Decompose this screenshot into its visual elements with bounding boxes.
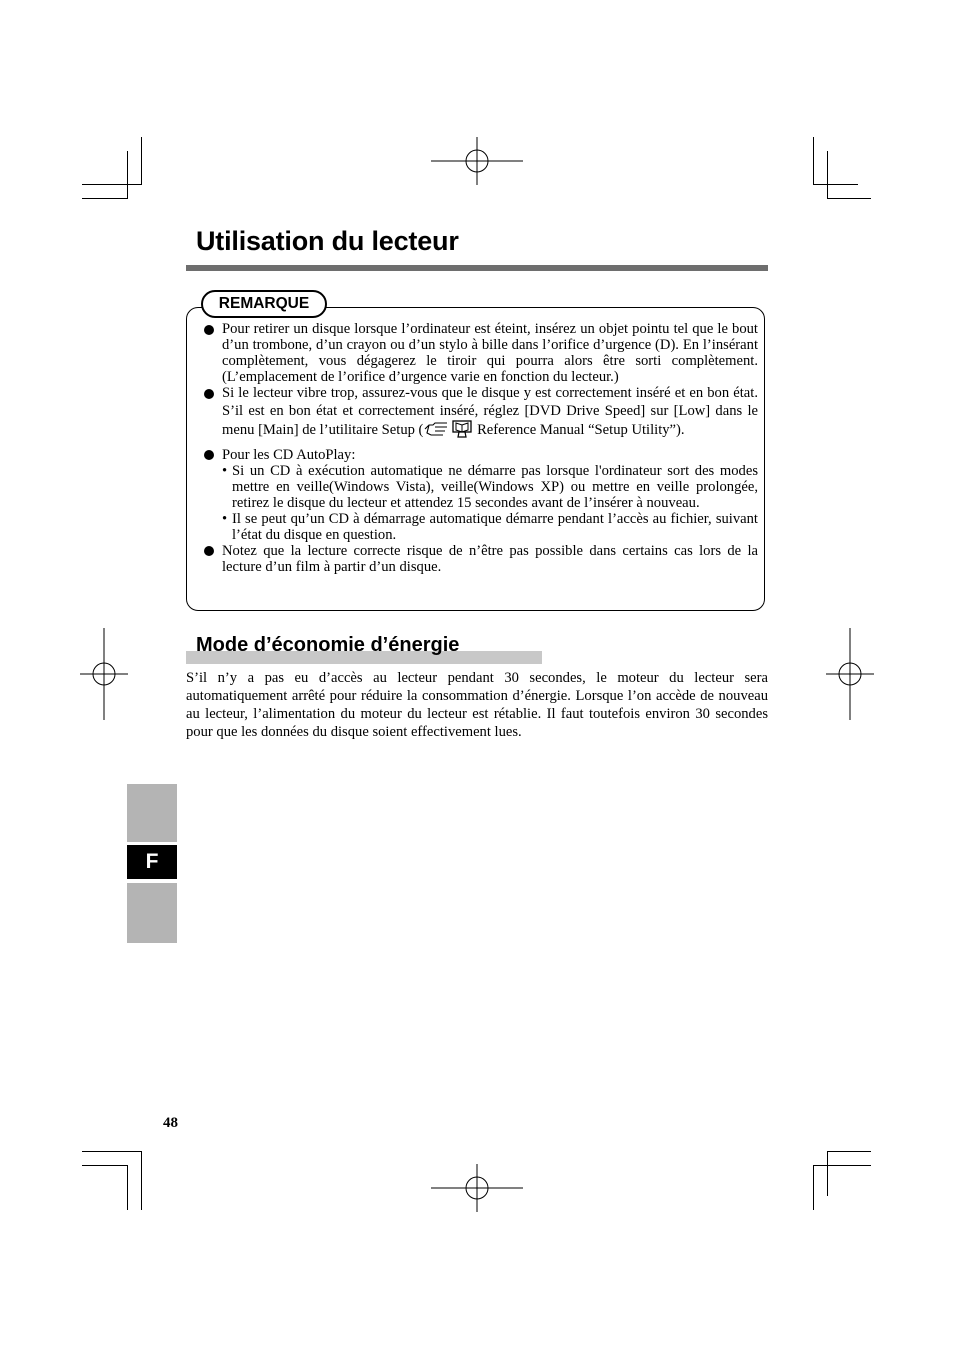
- sub-bullet: •: [222, 462, 228, 479]
- registration-mark-left: [80, 628, 128, 720]
- note-list: [203, 321, 758, 575]
- language-tab: F: [127, 845, 177, 879]
- note-item-text-end: Reference Manual “Setup Utility”).: [473, 422, 685, 438]
- note-subitem-text: Si un CD à exécution automatique ne démarre pas lorsque l'ordinateur sort des modes mettre en veille(Windows Vista), veille(Windows XP) ou mettre en veille prolongée, retirez le disque du lecteur et attendez 15 secondes avant de l’insérer à nouveau.: [232, 462, 758, 511]
- page-title: Utilisation du lecteur: [196, 226, 459, 256]
- note-item-text: Si le lecteur vibre trop, assurez-vous que le disque y est correctement inséré et en bon état. S’il est en bon état et correctement inséré, réglez [DVD Drive Speed] sur [Low] dans le menu [Main] de l’utilitaire Setup (: [222, 385, 758, 438]
- note-subitem: [222, 463, 758, 511]
- note-item-text: Notez que la lecture correcte risque de n’être pas possible dans certains cas lors de la lecture d’un film à partir d’un disque.: [222, 542, 758, 575]
- pointing-hand-icon: [423, 420, 451, 438]
- registration-mark-top: [431, 137, 523, 185]
- section-heading: Mode d’économie d’énergie: [196, 634, 460, 656]
- note-item: [203, 543, 758, 575]
- side-tab-upper: [127, 784, 177, 842]
- note-tag: REMARQUE: [201, 290, 327, 318]
- note-item: [203, 385, 758, 444]
- bullet-icon: [204, 450, 214, 460]
- page-number: 48: [163, 1115, 178, 1131]
- side-tab-lower: [127, 883, 177, 943]
- bullet-icon: [204, 325, 214, 335]
- section-body: S’il n’y a pas eu d’accès au lecteur pendant 30 secondes, le moteur du lecteur sera automatiquement arrêté pour réduire la consommation d’énergie. Lorsque l’on accède de nouveau au lecteur, l’alimentation du moteur du lecteur est rétablie. Il faut toutefois environ 30 secondes pour que les données du disque soient effectivement lues.: [186, 670, 768, 740]
- title-rule: [186, 265, 768, 271]
- sub-bullet: •: [222, 510, 228, 527]
- registration-mark-bottom: [431, 1164, 523, 1212]
- note-item: [203, 447, 758, 543]
- bullet-icon: [204, 389, 214, 399]
- note-subitem-text: Il se peut qu’un CD à démarrage automatique démarre pendant l’accès au fichier, suivant l’état du disque en question.: [232, 510, 758, 543]
- note-subitem: [222, 511, 758, 543]
- note-item: [203, 321, 758, 385]
- registration-mark-right: [826, 628, 874, 720]
- reference-manual-icon: [451, 420, 473, 438]
- note-item-text: Pour les CD AutoPlay:: [222, 446, 356, 463]
- note-item-text: Pour retirer un disque lorsque l’ordinateur est éteint, insérez un objet pointu tel que le bout d’un trombone, d’un crayon ou d’un stylo à bille dans l’orifice d’urgence (D). En l’insérant complètement, vous dégagerez le tiroir qui pourra alors être sorti complètement. (L’emplacement de l’orifice d’urgence varie en fonction du lecteur.): [222, 321, 758, 385]
- bullet-icon: [204, 546, 214, 556]
